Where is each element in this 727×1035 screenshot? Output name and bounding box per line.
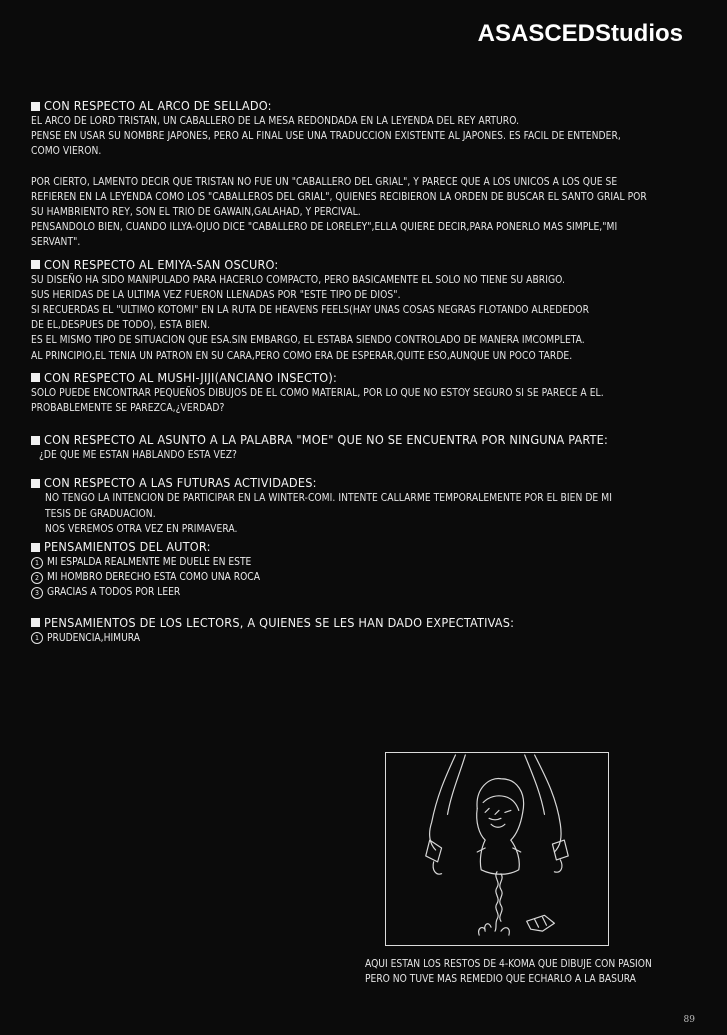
bullet-square-icon [31,436,40,445]
paragraph-line: EL ARCO DE LORD TRISTAN, UN CABALLERO DE LA MESA REDONDADA EN LA LEYENDA DEL REY ARTURO. [31,116,520,127]
section-heading: CON RESPECTO A LAS FUTURAS ACTIVIDADES: [44,475,317,491]
paragraph-gap [31,160,696,175]
section-mushi-jiji [31,370,696,416]
circled-number: 3 [31,587,43,599]
paragraph-line: NOS VEREMOS OTRA VEZ EN PRIMAVERA. [45,523,238,535]
paragraph-line: SUS HERIDAS DE LA ULTIMA VEZ FUERON LLENADAS POR "ESTE TIPO DE DIOS". [31,289,401,301]
paragraph-line: SERVANT". [31,237,81,249]
paragraph-line: POR CIERTO, LAMENTO DECIR QUE TRISTAN NO FUE UN "CABALLERO DEL GRIAL", Y PARECE QUE A LOS UNICOS A LOS QUE SE [31,176,618,188]
list-item-text: PRUDENCIA,HIMURA [47,632,141,644]
section-heading: CON RESPECTO AL ARCO DE SELLADO: [44,98,272,113]
paragraph-line: PENSE EN USAR SU NOMBRE JAPONES, PERO AL FINAL USE UNA TRADUCCION EXISTENTE AL JAPONES. ES FACIL DE ENTENDER, [31,131,621,143]
girl-sketch-drawing [386,753,608,945]
section-pensamientos-lectores [31,615,696,646]
paragraph-line: COMO VIERON. [31,146,102,158]
paragraph-line: PROBABLEMENTE SE PAREZCA,¿VERDAD? [31,403,225,415]
paragraph-line: NO TENGO LA INTENCION DE PARTICIPAR EN LA WINTER-COMI. INTENTE CALLARME TEMPORALEMENTE POR EL BIEN DE MI [45,493,612,505]
page-number: 89 [683,1015,695,1025]
paragraph-line: ¿DE QUE ME ESTAN HABLANDO ESTA VEZ? [39,450,237,462]
paragraph-line: SI RECUERDAS EL "ULTIMO KOTOMI" EN LA RUTA DE HEAVENS FEELS(HAY UNAS COSAS NEGRAS FLOTANDO ALREDEDOR [31,305,589,317]
section-futuras-actividades [31,475,696,537]
list-item-text: MI HOMBRO DERECHO ESTA COMO UNA ROCA [47,572,260,584]
sketch-illustration [385,752,609,946]
section-heading: CON RESPECTO AL ASUNTO A LA PALABRA "MOE" QUE NO SE ENCUENTRA POR NINGUNA PARTE: [44,432,609,448]
section-arco-sellado [31,98,696,251]
bullet-square-icon [31,373,40,382]
paragraph-line: SOLO PUEDE ENCONTRAR PEQUEÑOS DIBUJOS DE EL COMO MATERIAL, POR LO QUE NO ESTOY SEGURO SI SE PARECE A EL. [31,387,604,399]
section-emiya-oscuro [31,257,696,364]
paragraph-line: ES EL MISMO TIPO DE SITUACION QUE ESA.SIN EMBARGO, EL ESTABA SIENDO CONTROLADO DE MANERA IMCOMPLETA. [31,335,585,347]
list-item [31,631,696,646]
caption-line: PERO NO TUVE MAS REMEDIO QUE ECHARLO A LA BASURA [365,974,636,986]
section-heading: CON RESPECTO AL EMIYA-SAN OSCURO: [44,256,279,272]
paragraph-line: TESIS DE GRADUACION. [45,508,156,520]
bullet-square-icon [31,479,40,488]
list-item-text: GRACIAS A TODOS POR LEER [47,587,181,599]
section-heading: CON RESPECTO AL MUSHI-JIJI(ANCIANO INSECTO): [44,369,337,385]
studio-logo-text: ASASCEDStudios [477,20,683,47]
list-item-text: MI ESPALDA REALMENTE ME DUELE EN ESTE [47,557,252,569]
circled-number: 2 [31,572,43,584]
list-item [31,570,696,585]
section-heading: PENSAMIENTOS DE LOS LECTORS, A QUIENES SE LES HAN DADO EXPECTATIVAS: [44,614,515,630]
paragraph-line: REFIEREN EN LA LEYENDA COMO LOS "CABALLEROS DEL GRIAL", QUIENES RECIBIERON LA ORDEN DE BUSCAR EL SANTO GRIAL POR [31,191,647,203]
paragraph-line: DE EL,DESPUES DE TODO), ESTA BIEN. [31,320,211,332]
section-moe [31,432,696,463]
paragraph-line: SU DISEÑO HA SIDO MANIPULADO PARA HACERLO COMPACTO, PERO BASICAMENTE EL SOLO NO TIENE SU ABRIGO. [31,274,565,286]
paragraph-line: AL PRINCIPIO,EL TENIA UN PATRON EN SU CARA,PERO COMO ERA DE ESPERAR,QUITE ESO,AUNQUE UN POCO TARDE. [31,350,573,362]
caption-line: AQUI ESTAN LOS RESTOS DE 4-KOMA QUE DIBUJE CON PASION [365,959,652,970]
list-item [31,555,696,570]
section-heading: PENSAMIENTOS DEL AUTOR: [44,539,211,555]
circled-number: 1 [31,557,43,569]
list-item [31,585,696,600]
paragraph-line: SU HAMBRIENTO REY, SON EL TRIO DE GAWAIN,GALAHAD, Y PERCIVAL. [31,207,361,219]
circled-number: 1 [31,632,43,644]
paragraph-line: PENSANDOLO BIEN, CUANDO ILLYA-OJUO DICE "CABALLERO DE LORELEY",ELLA QUIERE DECIR,PARA PONERLO MAS SIMPLE,"MI [31,222,618,234]
section-pensamientos-autor [31,539,696,601]
bullet-square-icon [31,618,40,627]
notes-body [31,98,696,646]
bullet-square-icon [31,543,40,552]
illustration-caption [365,957,685,987]
bullet-square-icon [31,260,40,269]
bullet-square-icon [31,102,40,111]
